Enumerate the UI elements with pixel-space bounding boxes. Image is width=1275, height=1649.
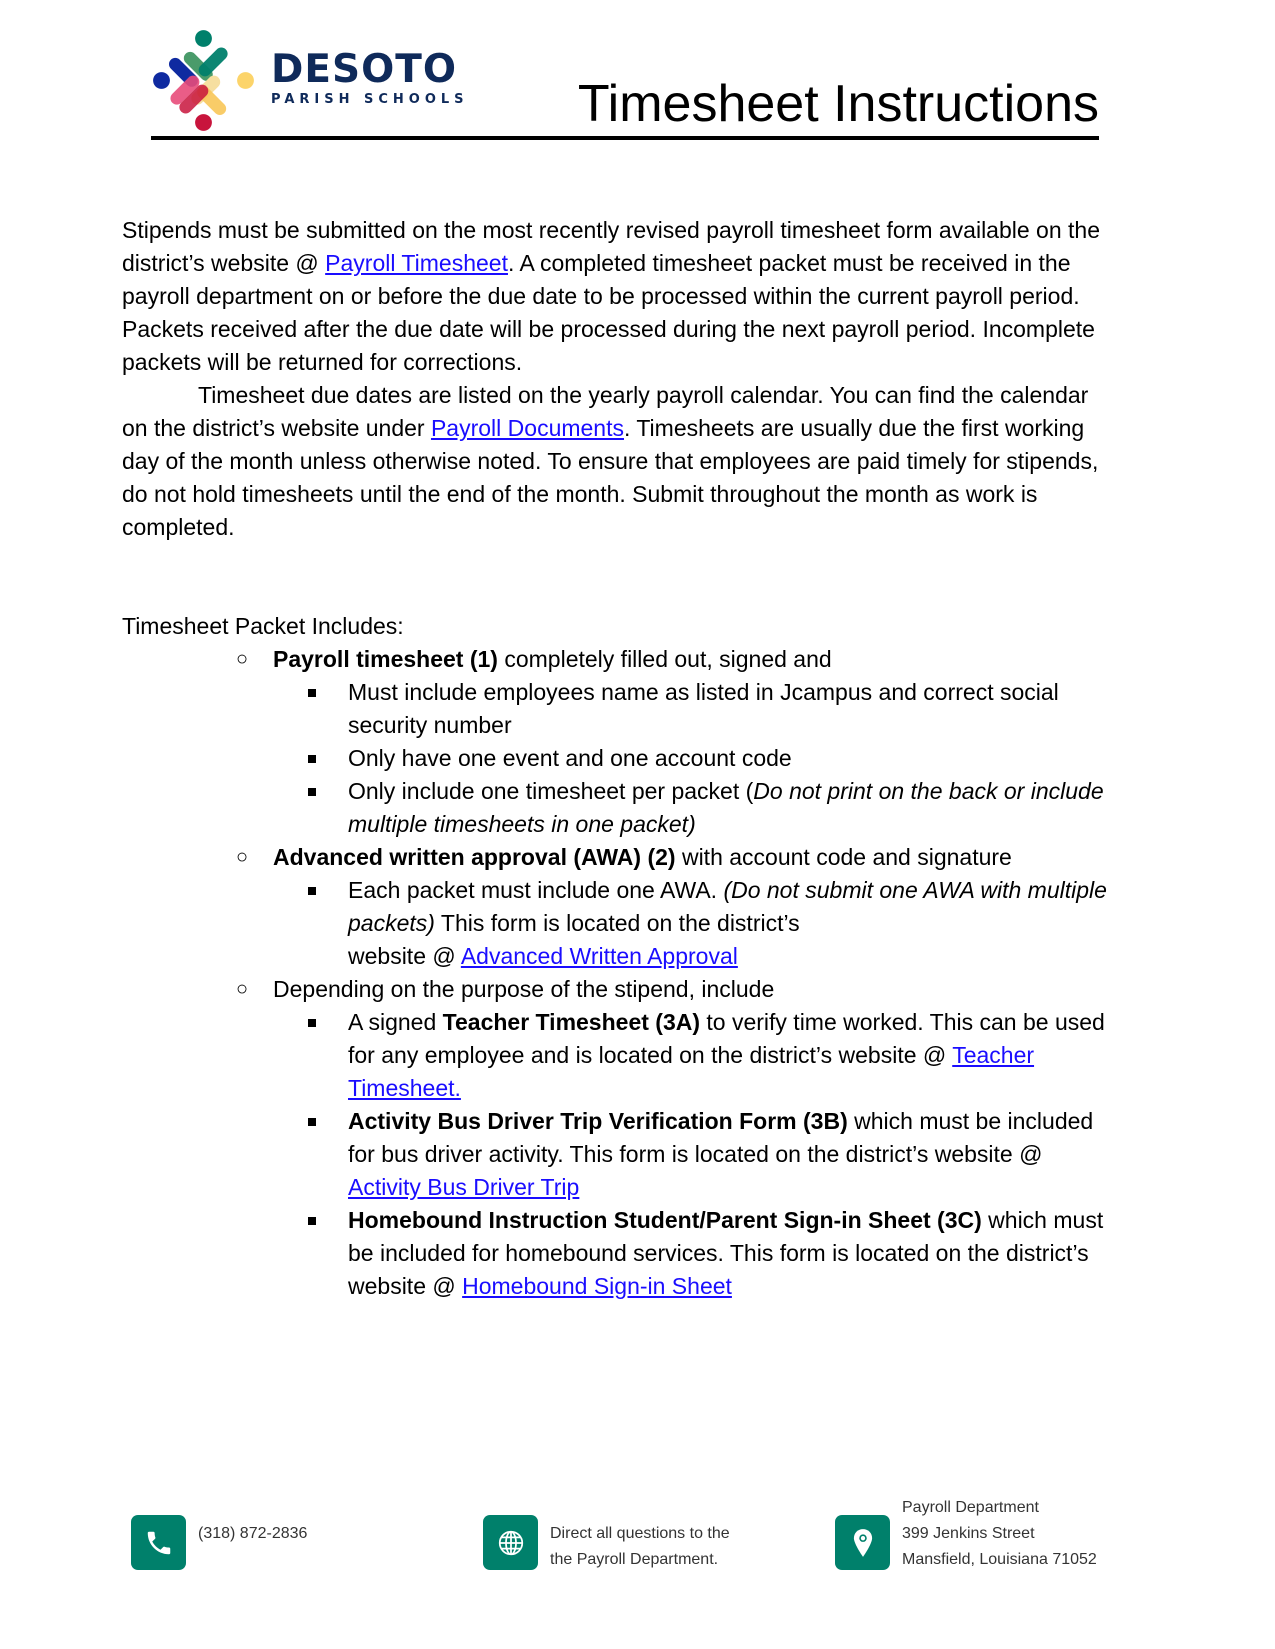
text: Mansfield, Louisiana 71052 <box>902 1551 1097 1568</box>
list-item <box>236 841 1117 973</box>
text: . A completed timesheet packet must be received in the payroll department on or before the due date to be processed within the current payroll period. Packets received after the due date will be processed during the next payroll period. Incomplete packets will be returned for corrections. <box>122 250 1095 375</box>
sub-list <box>273 874 1117 973</box>
text: . Timesheets are usually due the first working day of the month unless otherwise noted. To ensure that employees are paid timely for stipends, do not hold timesheets until the end of the month. Submit throughout the month as work is completed. <box>122 415 1099 540</box>
teacher-timesheet-link[interactable]: Teacher Timesheet. <box>348 1042 1035 1101</box>
square-bullet-icon <box>308 1118 316 1126</box>
text: A signed <box>348 1009 443 1035</box>
desoto-logo-icon <box>151 28 256 133</box>
packet-heading: Timesheet Packet Includes: <box>122 613 404 639</box>
page-title: Timesheet Instructions <box>577 75 1099 133</box>
text: completely filled out, signed and <box>497 646 832 672</box>
text: to verify time worked. This can be used for any employee and is located on the district’s website @ <box>348 1009 1105 1068</box>
location-pin-icon <box>835 1515 890 1570</box>
italic-text: Do not print on the back or include multiple timesheets in one packet) <box>348 778 1104 837</box>
intro-paragraph-1 <box>122 214 1117 379</box>
sub-list <box>273 676 1117 841</box>
text: Stipends must be submitted on the most recently revised payroll timesheet form available on the district’s website @ <box>122 217 1100 276</box>
brand <box>271 47 469 107</box>
text: Payroll Department <box>902 1499 1039 1516</box>
bold-text: Advanced written approval (AWA) (2) <box>273 844 676 870</box>
text: 399 Jenkins Street <box>902 1525 1035 1542</box>
square-bullet-icon <box>308 1019 316 1027</box>
text: which must be included for bus driver activity. This form is located on the district’s website @ <box>348 1108 1094 1167</box>
questions-text <box>550 1521 730 1573</box>
sub-list-item <box>348 874 1117 973</box>
footer-phone <box>131 1505 307 1570</box>
phone-number: (318) 872-2836 <box>198 1525 308 1542</box>
text: Depending on the purpose of the stipend, include <box>273 976 775 1002</box>
payroll-documents-link[interactable]: Payroll Documents <box>430 415 624 441</box>
intro-paragraph-2 <box>122 379 1117 544</box>
square-bullet-icon <box>308 689 316 697</box>
text: This form is located on the district’s <box>434 910 800 936</box>
text: Must include employees name as listed in Jcampus and correct social security number <box>348 679 1059 738</box>
footer-address <box>835 1499 1097 1573</box>
square-bullet-icon <box>308 755 316 763</box>
sub-list-item <box>348 1105 1117 1204</box>
brand-name: DESOTO <box>271 47 458 92</box>
bold-text: Payroll timesheet (1) <box>273 646 498 672</box>
sub-list-item <box>348 676 1117 742</box>
list-item <box>236 643 1117 841</box>
italic-text: (Do not submit one AWA with multiple packets) <box>348 877 1107 936</box>
globe-icon <box>483 1515 538 1570</box>
circle-bullet-icon: ○ <box>236 846 249 868</box>
sub-list <box>273 1006 1117 1303</box>
sub-list-item <box>348 775 1117 841</box>
brand-subtitle: PARISH SCHOOLS <box>271 92 469 107</box>
text: Timesheet due dates are listed on the yearly payroll calendar. You can find the calendar on the district’s website under <box>122 382 1089 441</box>
bold-text: Teacher Timesheet (3A) <box>442 1009 700 1035</box>
circle-bullet-icon: ○ <box>236 648 249 670</box>
sub-list-item <box>348 742 1117 775</box>
address-text <box>902 1495 1097 1573</box>
sub-list-item <box>348 1204 1117 1303</box>
text: Only include one timesheet per packet ( <box>348 778 754 804</box>
text: with account code and signature <box>675 844 1012 870</box>
payroll-timesheet-link[interactable]: Payroll Timesheet <box>325 250 508 276</box>
text: Each packet must include one AWA. <box>348 877 724 903</box>
bold-text: Homebound Instruction Student/Parent Sign-in Sheet (3C) <box>348 1207 982 1233</box>
phone-icon <box>131 1515 186 1570</box>
footer-questions <box>483 1505 730 1573</box>
circle-bullet-icon: ○ <box>236 978 249 1000</box>
sub-list-item <box>348 1006 1117 1105</box>
advanced-written-approval-link[interactable]: Advanced Written Approval <box>460 943 738 969</box>
bold-text: Activity Bus Driver Trip Verification Form (3B) <box>348 1108 848 1134</box>
square-bullet-icon <box>308 1217 316 1225</box>
text: the Payroll Department. <box>550 1551 719 1568</box>
homebound-sign-in-sheet-link[interactable]: Homebound Sign-in Sheet <box>462 1273 732 1299</box>
document-body <box>122 214 1117 1303</box>
list-item <box>236 973 1117 1303</box>
document-header <box>151 20 1099 140</box>
text: Direct all questions to the <box>550 1525 730 1542</box>
text: website @ <box>348 943 461 969</box>
square-bullet-icon <box>308 887 316 895</box>
text: Only have one event and one account code <box>348 745 792 771</box>
packet-list <box>122 643 1117 1303</box>
text: which must be included for homebound services. This form is located on the district’s website @ <box>348 1207 1104 1299</box>
footer <box>0 1499 1275 1595</box>
square-bullet-icon <box>308 788 316 796</box>
activity-bus-driver-trip-link[interactable]: Activity Bus Driver Trip <box>348 1174 580 1200</box>
